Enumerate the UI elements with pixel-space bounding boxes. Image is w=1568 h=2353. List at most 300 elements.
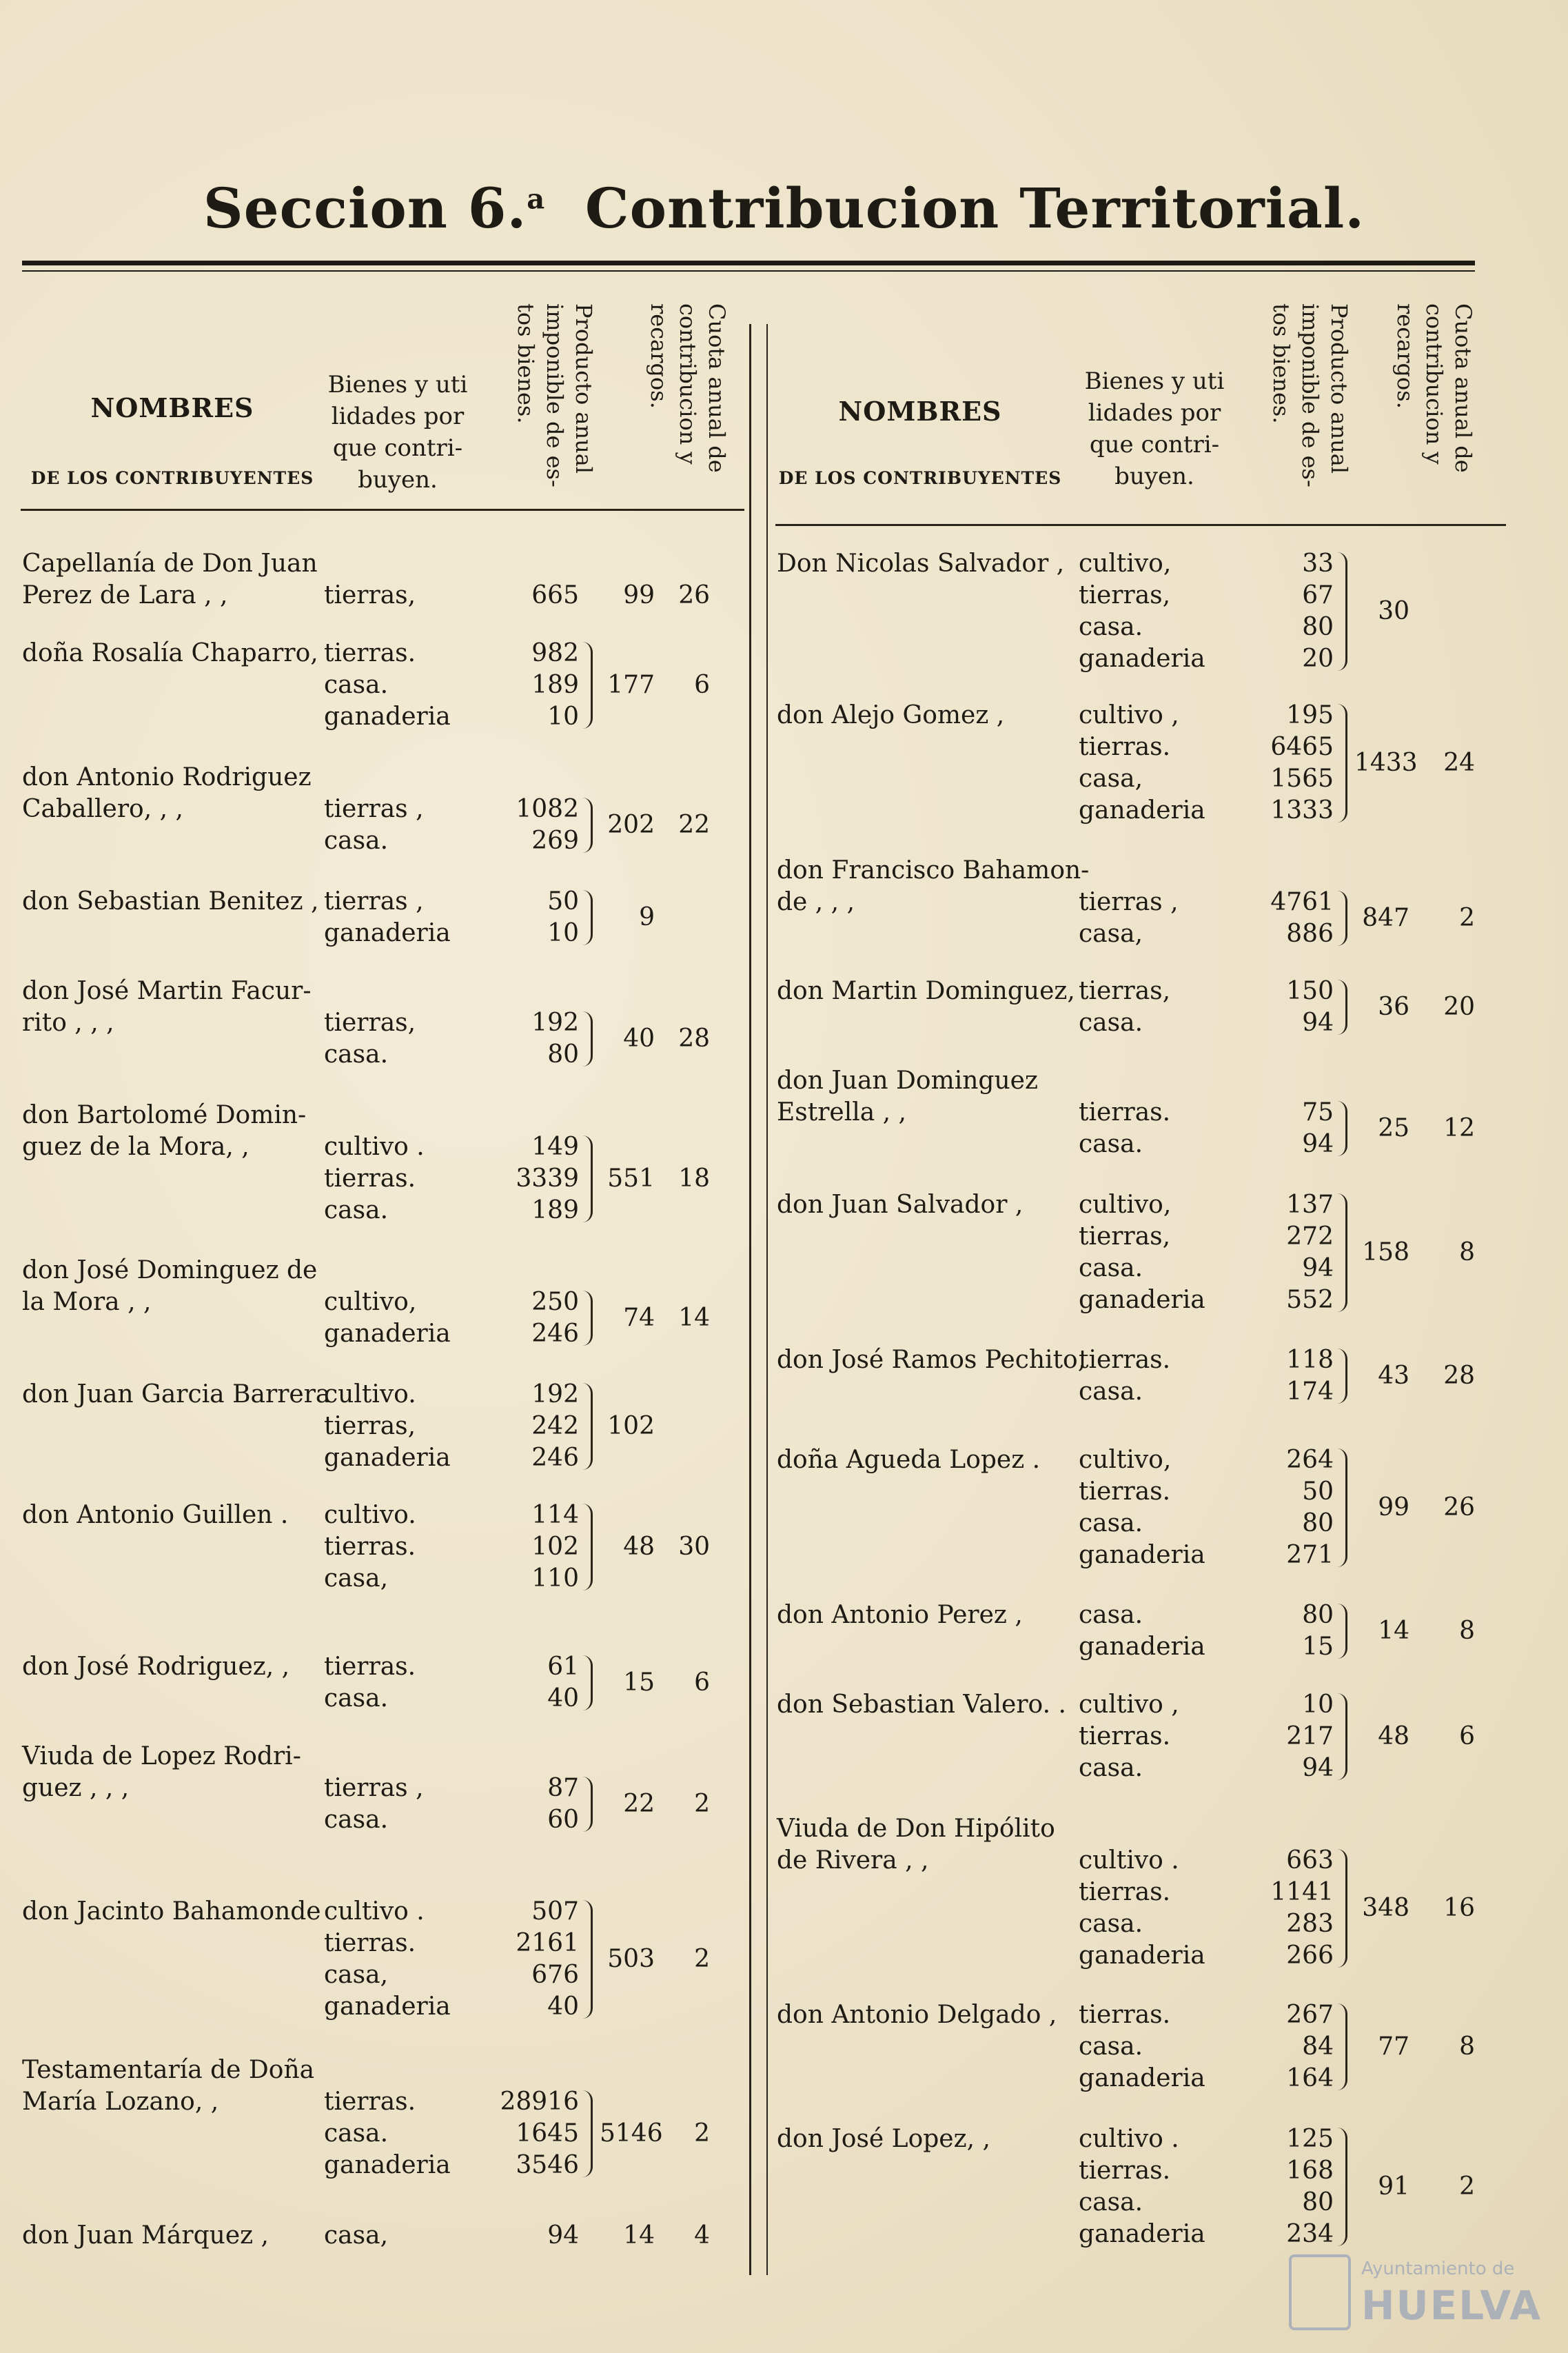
property-type: ganaderia (1079, 1633, 1205, 1661)
product-value: 67 (1302, 581, 1334, 609)
contributor-name: don Alejo Gomez , (777, 701, 1005, 729)
property-type: tierras, (1079, 977, 1171, 1005)
cuota-amount: 177 (607, 671, 655, 699)
property-type: casa. (1079, 1254, 1143, 1282)
contributor-name: don Francisco Bahamon- (777, 856, 1090, 885)
product-value: 75 (1302, 1098, 1334, 1127)
product-value: 192 (531, 1009, 579, 1037)
product-value: 3546 (516, 2151, 579, 2179)
brace (1337, 1448, 1347, 1567)
contributor-name: Capellanía de Don Juan (22, 549, 318, 578)
cuota-amount: 551 (607, 1164, 655, 1193)
property-type: tierras. (1079, 1098, 1171, 1127)
property-type: casa. (1079, 1754, 1143, 1782)
product-value: 267 (1286, 2001, 1334, 2029)
producto-line: tos bienes. (513, 303, 539, 424)
property-type: tierras. (324, 639, 416, 667)
cuota-fraction: 8 (1459, 1238, 1475, 1266)
cuota-line: Cuota anual de (704, 303, 730, 473)
property-type: cultivo, (324, 1288, 417, 1316)
contributor-name: guez de la Mora, , (22, 1133, 250, 1161)
right-names-subheader: DE LOS CONTRIBUYENTES (778, 468, 1062, 488)
property-type: casa, (1079, 920, 1143, 948)
contributor-name: guez , , , (22, 1774, 130, 1802)
property-type: ganaderia (324, 1444, 451, 1472)
property-type: cultivo , (1079, 1690, 1179, 1719)
product-value: 80 (1302, 1601, 1334, 1629)
product-value: 118 (1286, 1346, 1334, 1374)
cuota-fraction: 6 (694, 1668, 710, 1697)
property-type: cultivo, (1079, 549, 1172, 578)
property-type: ganaderia (324, 703, 451, 731)
product-value: 1645 (516, 2119, 579, 2148)
product-value: 886 (1286, 920, 1334, 948)
property-type: casa. (1079, 2032, 1143, 2061)
product-value: 283 (1286, 1910, 1334, 1938)
product-value: 6465 (1270, 733, 1334, 761)
product-value: 234 (1286, 2220, 1334, 2248)
cuota-fraction: 26 (1443, 1493, 1475, 1522)
property-type: casa. (324, 827, 389, 855)
right-producto-header (1267, 303, 1354, 503)
title-rule-thick (22, 261, 1475, 265)
cuota-amount: 9 (639, 903, 655, 931)
cuota-fraction: 2 (1459, 904, 1475, 932)
property-type: casa. (1079, 1130, 1143, 1158)
property-type: casa. (1079, 1509, 1143, 1537)
contributor-name: don Juan Márquez , (22, 2221, 269, 2250)
page-title (0, 176, 1568, 241)
product-value: 665 (531, 581, 579, 609)
product-value: 1565 (1270, 765, 1334, 793)
contributor-name: don Antonio Delgado , (777, 2001, 1057, 2029)
cuota-amount: 1433 (1354, 749, 1418, 777)
product-value: 94 (1302, 1754, 1334, 1782)
product-value: 50 (1302, 1477, 1334, 1506)
cuota-amount: 91 (1378, 2172, 1409, 2201)
contributor-name: María Lozano, , (22, 2088, 219, 2116)
shield-icon (1289, 2254, 1351, 2330)
product-value: 663 (1286, 1846, 1334, 1875)
brace (1337, 704, 1347, 822)
contributor-name: Perez de Lara , , (22, 581, 228, 609)
contributor-name: Viuda de Don Hipólito (777, 1815, 1055, 1843)
contributor-name: don José Lopez, , (777, 2125, 990, 2153)
property-type: tierras. (1079, 1346, 1171, 1374)
property-type: tierras. (324, 1164, 416, 1193)
cuota-amount: 348 (1362, 1894, 1409, 1922)
property-type: tierras, (1079, 1222, 1171, 1251)
product-value: 507 (531, 1897, 579, 1926)
property-type: tierras. (324, 1653, 416, 1681)
brace (1337, 1849, 1347, 1968)
cuota-fraction: 6 (694, 671, 710, 699)
product-value: 3339 (516, 1164, 579, 1193)
product-value: 40 (547, 1684, 579, 1713)
property-type: tierras, (1079, 581, 1171, 609)
product-value: 189 (531, 1196, 579, 1224)
product-value: 28916 (500, 2088, 579, 2116)
bienes-line: buyen. (358, 466, 438, 494)
right-cuota-header (1391, 303, 1478, 503)
property-type: ganaderia (324, 2151, 451, 2179)
title-rest: Contribucion Territorial. (584, 176, 1365, 241)
center-column-rule-2 (766, 324, 768, 2275)
product-value: 60 (547, 1806, 579, 1834)
product-value: 195 (1286, 701, 1334, 729)
left-bienes-header (318, 369, 477, 496)
property-type: casa, (324, 2221, 389, 2250)
property-type: tierras. (1079, 733, 1171, 761)
cuota-amount: 48 (1378, 1722, 1409, 1750)
product-value: 174 (1286, 1377, 1334, 1406)
bienes-line: lidades por (1088, 399, 1221, 427)
contributor-name: don Juan Garcia Barrera (22, 1380, 331, 1408)
property-type: casa. (1079, 2188, 1143, 2216)
cuota-amount: 202 (607, 811, 655, 839)
product-value: 87 (547, 1774, 579, 1802)
property-type: casa. (324, 1196, 389, 1224)
product-value: 94 (1302, 1009, 1334, 1037)
product-value: 250 (531, 1288, 579, 1316)
cuota-amount: 503 (607, 1945, 655, 1973)
left-header-underline (21, 509, 744, 511)
property-type: cultivo , (1079, 701, 1179, 729)
cuota-fraction: 22 (678, 811, 710, 839)
property-type: cultivo . (324, 1897, 425, 1926)
cuota-fraction: 6 (1459, 1722, 1475, 1750)
right-header-underline (775, 524, 1506, 526)
cuota-amount: 77 (1378, 2032, 1409, 2061)
product-value: 110 (531, 1564, 579, 1593)
property-type: ganaderia (324, 1992, 451, 2021)
brace (582, 1383, 593, 1470)
product-value: 84 (1302, 2032, 1334, 2061)
property-type: casa. (1079, 1377, 1143, 1406)
cuota-amount: 5146 (600, 2119, 663, 2148)
cuota-fraction: 28 (678, 1024, 710, 1053)
brace (582, 1011, 593, 1067)
product-value: 94 (1302, 1254, 1334, 1282)
property-type: casa, (324, 1564, 389, 1593)
property-type: ganaderia (1079, 1941, 1205, 1970)
producto-line: Producto anual (1326, 303, 1352, 474)
product-value: 94 (1302, 1130, 1334, 1158)
cuota-fraction: 26 (678, 581, 710, 609)
brace (1337, 552, 1347, 671)
product-value: 80 (1302, 2188, 1334, 2216)
property-type: ganaderia (1079, 1286, 1205, 1314)
cuota-amount: 99 (623, 581, 655, 609)
cuota-fraction: 4 (694, 2221, 710, 2250)
property-type: cultivo . (1079, 1846, 1179, 1875)
contributor-name: don Antonio Guillen . (22, 1501, 289, 1529)
cuota-fraction: 18 (678, 1164, 710, 1193)
contributor-name: doña Agueda Lopez . (777, 1446, 1041, 1474)
product-value: 114 (531, 1501, 579, 1529)
cuota-amount: 25 (1378, 1114, 1409, 1142)
contributor-name: don Bartolomé Domin- (22, 1101, 307, 1129)
property-type: tierras , (324, 887, 424, 916)
cuota-fraction: 8 (1459, 2032, 1475, 2061)
property-type: cultivo, (1079, 1446, 1172, 1474)
contributor-name: don José Rodriguez, , (22, 1653, 290, 1681)
cuota-amount: 14 (1378, 1617, 1409, 1645)
cuota-amount: 847 (1362, 904, 1409, 932)
producto-line: tos bienes. (1268, 303, 1294, 424)
cuota-amount: 43 (1378, 1362, 1409, 1390)
product-value: 10 (547, 703, 579, 731)
property-type: cultivo . (324, 1133, 425, 1161)
property-type: casa. (1079, 1910, 1143, 1938)
cuota-line: recargos. (1392, 303, 1418, 409)
property-type: tierras. (324, 1929, 416, 1957)
property-type: cultivo. (324, 1501, 416, 1529)
brace (1337, 1101, 1347, 1156)
producto-line: Producto anual (571, 303, 597, 474)
product-value: 40 (547, 1992, 579, 2021)
brace (582, 1655, 593, 1710)
property-type: ganaderia (1079, 2064, 1205, 2092)
left-cuota-header (644, 303, 731, 503)
cuota-line: Cuota anual de (1450, 303, 1476, 473)
left-producto-header (511, 303, 598, 503)
property-type: tierras. (1079, 1477, 1171, 1506)
product-value: 61 (547, 1653, 579, 1681)
cuota-amount: 30 (1378, 597, 1409, 625)
brace (582, 890, 593, 945)
watermark-line1: Ayuntamiento de (1361, 2259, 1515, 2279)
contributor-name: don Juan Dominguez (777, 1067, 1038, 1095)
cuota-amount: 158 (1362, 1238, 1409, 1266)
product-value: 192 (531, 1380, 579, 1408)
property-type: ganaderia (1079, 2220, 1205, 2248)
contributor-name: Caballero, , , (22, 795, 183, 823)
product-value: 1333 (1270, 796, 1334, 825)
property-type: tierras. (324, 1533, 416, 1561)
property-type: cultivo. (324, 1380, 416, 1408)
contributor-name: don Martin Dominguez, (777, 977, 1075, 1005)
contributor-name: don José Dominguez de (22, 1256, 318, 1284)
product-value: 4761 (1270, 888, 1334, 916)
product-value: 266 (1286, 1941, 1334, 1970)
cuota-amount: 15 (623, 1668, 655, 1697)
property-type: casa, (324, 1961, 389, 1989)
product-value: 189 (531, 671, 579, 699)
bienes-line: lidades por (331, 403, 465, 430)
product-value: 15 (1302, 1633, 1334, 1661)
title-sup: a (527, 183, 546, 216)
contributor-name: don José Ramos Pechito, (777, 1346, 1086, 1374)
watermark (1289, 2254, 1542, 2330)
contributor-name: de , , , (777, 888, 855, 916)
contributor-name: Viuda de Lopez Rodri- (22, 1742, 301, 1770)
contributor-name: Estrella , , (777, 1098, 906, 1127)
watermark-line2: HUELVA (1361, 2282, 1542, 2329)
product-value: 80 (1302, 1509, 1334, 1537)
brace (1337, 891, 1347, 946)
property-type: ganaderia (324, 919, 451, 947)
cuota-amount: 99 (1378, 1493, 1409, 1522)
brace (582, 1777, 593, 1832)
product-value: 102 (531, 1533, 579, 1561)
contributor-name: de Rivera , , (777, 1846, 929, 1875)
property-type: ganaderia (1079, 1541, 1205, 1569)
property-type: cultivo . (1079, 2125, 1179, 2153)
property-type: tierras. (1079, 1722, 1171, 1750)
property-type: ganaderia (324, 1320, 451, 1348)
property-type: tierras , (1079, 888, 1179, 916)
brace (582, 2090, 593, 2177)
brace (582, 798, 593, 853)
product-value: 149 (531, 1133, 579, 1161)
contributor-name: don Antonio Perez , (777, 1601, 1023, 1629)
cuota-line: recargos. (646, 303, 672, 409)
property-type: tierras , (324, 795, 424, 823)
property-type: casa. (1079, 1601, 1143, 1629)
producto-line: imponible de es- (1297, 303, 1323, 487)
brace (582, 1504, 593, 1590)
product-value: 80 (547, 1040, 579, 1069)
right-names-header: NOMBRES (838, 396, 1002, 427)
contributor-name: don Juan Salvador , (777, 1191, 1024, 1219)
product-value: 137 (1286, 1191, 1334, 1219)
left-names-header: NOMBRES (90, 392, 254, 423)
left-names-subheader: DE LOS CONTRIBUYENTES (30, 468, 314, 488)
product-value: 676 (531, 1961, 579, 1989)
property-type: tierras , (324, 1774, 424, 1802)
product-value: 2161 (516, 1929, 579, 1957)
property-type: tierras. (1079, 2001, 1171, 2029)
right-bienes-header (1075, 365, 1234, 492)
product-value: 20 (1302, 645, 1334, 673)
property-type: tierras. (324, 2088, 416, 2116)
property-type: ganaderia (1079, 796, 1205, 825)
brace (1337, 2003, 1347, 2090)
product-value: 10 (547, 919, 579, 947)
product-value: 552 (1286, 1286, 1334, 1314)
title-rule-thin (22, 270, 1475, 272)
contributor-name: Don Nicolas Salvador , (777, 549, 1065, 578)
property-type: cultivo, (1079, 1191, 1172, 1219)
bienes-line: que contri- (332, 434, 463, 462)
cuota-fraction: 30 (678, 1533, 710, 1561)
cuota-fraction: 2 (1459, 2172, 1475, 2201)
product-value: 271 (1286, 1541, 1334, 1569)
contributor-name: don José Martin Facur- (22, 977, 312, 1005)
product-value: 269 (531, 827, 579, 855)
property-type: tierras, (324, 581, 416, 609)
cuota-fraction: 20 (1443, 993, 1475, 1021)
contributor-name: Testamentaría de Doña (22, 2056, 315, 2084)
cuota-fraction: 16 (1443, 1894, 1475, 1922)
property-type: ganaderia (1079, 645, 1205, 673)
property-type: tierras, (324, 1412, 416, 1440)
cuota-amount: 48 (623, 1533, 655, 1561)
cuota-amount: 36 (1378, 993, 1409, 1021)
cuota-line: contribucion y (1421, 303, 1447, 465)
bienes-line: Bienes y uti (1084, 367, 1225, 395)
bienes-line: que contri- (1089, 431, 1220, 458)
contributor-name: la Mora , , (22, 1288, 152, 1316)
brace (582, 1900, 593, 2019)
product-value: 94 (547, 2221, 579, 2250)
product-value: 1082 (516, 795, 579, 823)
cuota-amount: 74 (623, 1304, 655, 1332)
contributor-name: don Jacinto Bahamonde (22, 1897, 321, 1926)
bienes-line: Bienes y uti (327, 371, 468, 398)
producto-line: imponible de es- (542, 303, 568, 487)
cuota-fraction: 24 (1443, 749, 1475, 777)
product-value: 125 (1286, 2125, 1334, 2153)
cuota-fraction: 8 (1459, 1617, 1475, 1645)
product-value: 80 (1302, 613, 1334, 641)
product-value: 217 (1286, 1722, 1334, 1750)
brace (1337, 1604, 1347, 1659)
bienes-line: buyen. (1114, 463, 1194, 490)
brace (1337, 980, 1347, 1035)
center-column-rule (749, 324, 751, 2275)
property-type: tierras. (1079, 1878, 1171, 1906)
property-type: casa. (324, 1040, 389, 1069)
property-type: casa. (324, 671, 389, 699)
property-type: casa. (324, 1806, 389, 1834)
brace (1337, 1693, 1347, 1780)
brace (1337, 1349, 1347, 1404)
cuota-amount: 102 (607, 1412, 655, 1440)
title-section: Seccion 6. (203, 176, 527, 241)
product-value: 982 (531, 639, 579, 667)
cuota-amount: 40 (623, 1024, 655, 1053)
cuota-fraction: 2 (694, 2119, 710, 2148)
property-type: casa. (1079, 613, 1143, 641)
cuota-fraction: 28 (1443, 1362, 1475, 1390)
cuota-fraction: 14 (678, 1304, 710, 1332)
brace (582, 1135, 593, 1222)
property-type: casa. (1079, 1009, 1143, 1037)
cuota-amount: 22 (623, 1790, 655, 1818)
product-value: 168 (1286, 2157, 1334, 2185)
cuota-line: contribucion y (675, 303, 701, 465)
brace (1337, 1193, 1347, 1312)
contributor-name: don Sebastian Valero. . (777, 1690, 1066, 1719)
brace (1337, 2128, 1347, 2246)
brace (582, 642, 593, 729)
cuota-fraction: 12 (1443, 1114, 1475, 1142)
contributor-name: doña Rosalía Chaparro, (22, 639, 318, 667)
product-value: 264 (1286, 1446, 1334, 1474)
contributor-name: rito , , , (22, 1009, 114, 1037)
property-type: casa. (324, 2119, 389, 2148)
cuota-fraction: 2 (694, 1790, 710, 1818)
product-value: 272 (1286, 1222, 1334, 1251)
property-type: tierras. (1079, 2157, 1171, 2185)
property-type: casa, (1079, 765, 1143, 793)
brace (582, 1291, 593, 1346)
cuota-amount: 14 (623, 2221, 655, 2250)
product-value: 33 (1302, 549, 1334, 578)
property-type: tierras, (324, 1009, 416, 1037)
contributor-name: don Antonio Rodriguez (22, 763, 312, 791)
contributor-name: don Sebastian Benitez , (22, 887, 319, 916)
product-value: 50 (547, 887, 579, 916)
product-value: 246 (531, 1444, 579, 1472)
product-value: 1141 (1270, 1878, 1334, 1906)
cuota-fraction: 2 (694, 1945, 710, 1973)
product-value: 246 (531, 1320, 579, 1348)
product-value: 164 (1286, 2064, 1334, 2092)
product-value: 10 (1302, 1690, 1334, 1719)
